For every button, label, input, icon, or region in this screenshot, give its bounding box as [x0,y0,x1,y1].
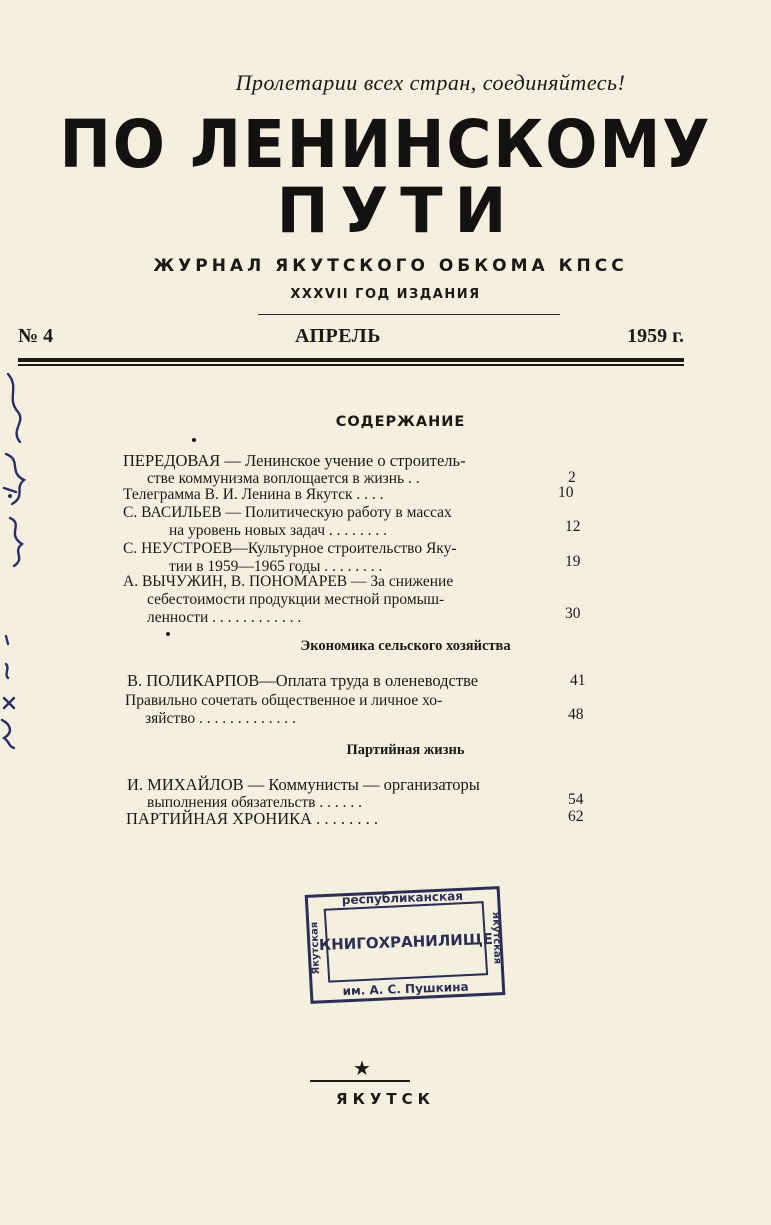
section-heading-party: Партийная жизнь [346,742,465,758]
toc-page-number: 2 [568,469,576,486]
header-divider-thin [18,364,684,366]
issue-info-row [18,325,684,353]
toc-entry-line: себестоимости продукции местной промыш- [147,591,445,608]
toc-entry-line: выполнения обязательств . . . . . . [147,794,362,811]
footer-rule [310,1080,410,1082]
header-divider-thick [18,358,684,362]
stamp-line-2: КНИГОХРАНИЛИЩЕ [318,929,494,954]
issue-number: № 4 [18,325,54,347]
toc-page-number: 41 [570,672,586,689]
party-slogan: Пролетарии всех стран, соединяйтесь! [235,70,626,95]
stamp-line-1: республиканская [341,888,464,908]
library-stamp [302,882,506,1007]
journal-title-line1: ПО ЛЕНИНСКОМУ [59,106,712,183]
toc-heading: СОДЕРЖАНИЕ [335,414,466,430]
toc-entry [123,486,543,504]
toc-page-number: 62 [568,808,584,825]
toc-entry-line: ПЕРЕДОВАЯ — Ленинское учение о строитель- [123,451,466,470]
toc-page-number: 19 [565,553,581,570]
toc-entry-line: ПАРТИЙНАЯ ХРОНИКА . . . . . . . . [126,809,379,828]
toc-page-number: 30 [565,605,581,622]
toc-entry [127,776,547,812]
stamp-side-left: Якутская [309,921,323,975]
toc-entry [123,540,543,576]
toc-entry-line: С. НЕУСТРОЕВ—Культурное строительство Яку- [123,540,457,557]
toc-page-number: 48 [568,706,584,723]
journal-title-line2: ПУТИ [276,174,519,247]
bullet-dot [192,438,196,442]
toc-entry [123,504,543,540]
issue-year: 1959 г. [627,325,684,347]
toc-entry-line: зяйство . . . . . . . . . . . . . [145,710,296,727]
journal-subtitle: ЖУРНАЛ ЯКУТСКОГО ОБКОМА КПСС [153,256,628,276]
bullet-dot [166,632,170,636]
stamp-line-3: им. А. С. Пушкина [342,979,469,999]
year-of-publication: XXXVII ГОД ИЗДАНИЯ [290,287,481,302]
section-heading-agriculture: Экономика сельского хозяйства [300,638,511,654]
toc-entry [125,692,545,728]
header-rule [258,314,560,315]
issue-month: АПРЕЛЬ [295,325,381,347]
toc-entry-line: тии в 1959—1965 годы . . . . . . . . [169,558,383,575]
star-ornament: ★ [353,1058,371,1080]
toc-entry-line: ленности . . . . . . . . . . . . [147,609,302,626]
toc-entry [123,573,543,627]
toc-entry-line: И. МИХАЙЛОВ — Коммунисты — организаторы [127,775,480,794]
toc-entry-line: С. ВАСИЛЬЕВ — Политическую работу в массах [123,504,452,521]
stamp-side-right: Якутская [489,911,503,965]
toc-entry-line: А. ВЫЧУЖИН, В. ПОНОМАРЕВ — За снижение [123,573,454,590]
toc-entry-line: Телеграмма В. И. Ленина в Якутск . . . . [123,486,384,503]
publication-city: ЯКУТСК [336,1090,435,1108]
toc-page-number: 12 [565,518,581,535]
toc-page-number: 54 [568,791,584,808]
toc-page-number: 10 [558,484,574,501]
toc-entry-line: на уровень новых задач . . . . . . . . [169,522,387,539]
toc-entry-line: стве коммунизма воплощается в жизнь . . [147,470,420,487]
toc-entry [123,452,543,488]
toc-entry-line: Правильно сочетать общественное и личное хо- [125,692,443,709]
toc-entry-line: В. ПОЛИКАРПОВ—Оплата труда в оленеводстве [127,671,479,690]
toc-entry [127,672,547,690]
toc-entry [126,810,546,828]
